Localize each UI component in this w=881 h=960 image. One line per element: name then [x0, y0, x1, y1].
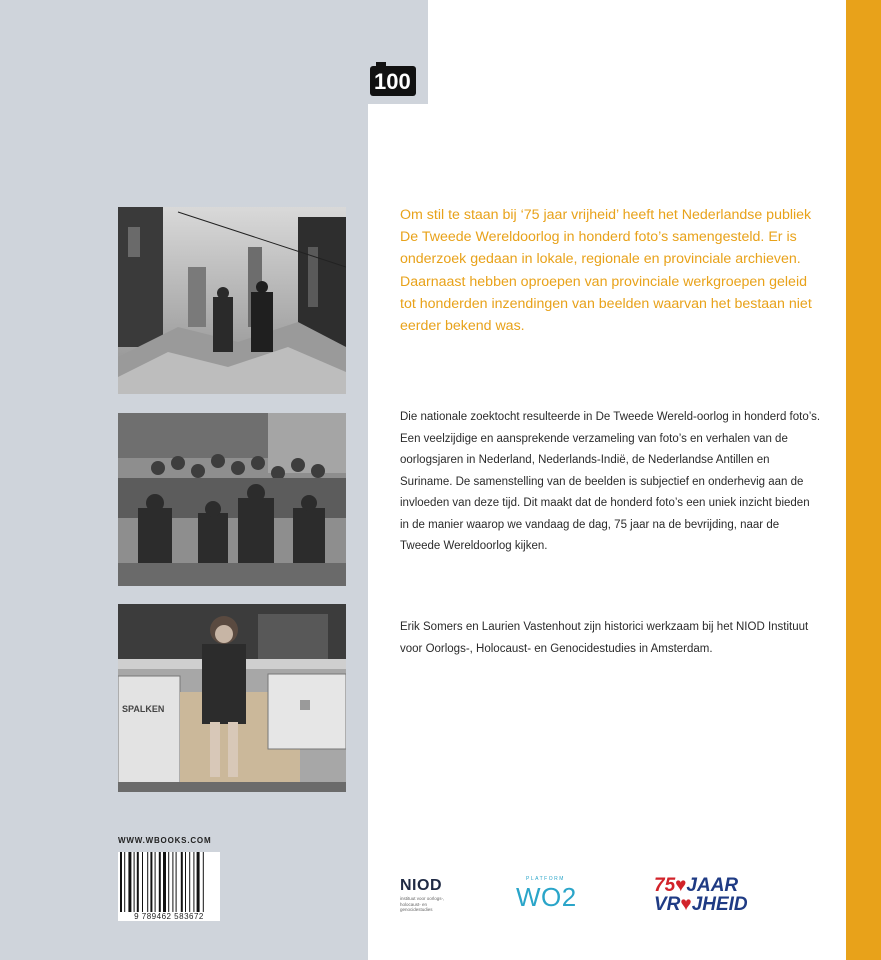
barcode-bar	[159, 852, 161, 912]
description-paragraph: Die nationale zoektocht resulteerde in De Tweede Wereld-oorlog in honderd foto’s. Een veelzijdige en aansprekende verzameling van foto’s en verhalen van de oorlogsjaren in Nederland, Nederlands-Indië, de Nederlandse Antillen en Suriname. De samenstelling van de beelden is subjectief en onderhevig aan de invloeden van deze tijd. Dit maakt dat de honderd foto’s een uniek inzicht bieden in de manier waarop we vandaag de dag, 75 jaar na de bevrijding, naar de Tweede Wereldoorlog kijken.	[400, 411, 821, 552]
75-jaar-vrijheid-logo	[654, 877, 764, 917]
vrijheid-top-line	[654, 877, 764, 895]
vrijheid-number: 75	[654, 875, 676, 896]
camera-icon	[370, 60, 420, 98]
vrijheid-jaar: JAAR	[686, 875, 739, 896]
intro-paragraph: Om stil te staan bij ‘75 jaar vrijheid’ heeft het Nederlandse publiek De Tweede Wereldoorlog in honderd foto’s samengesteld. Er is onderzoek gedaan in lokale, regionale en provinciale archieven. Daarnaast hebben oproepen van provinciale werkgroepen geleid tot honderden inzendingen van beelden waarvan het bestaan niet eerder bekend was.	[400, 207, 812, 335]
barcode-bar	[142, 852, 143, 912]
barcode-bar	[163, 852, 166, 912]
heart-i-icon: ♥	[680, 894, 692, 915]
vrijheid-word-a: VR	[654, 894, 681, 915]
barcode-bar	[193, 852, 194, 912]
series-100-logo	[370, 60, 420, 98]
photo-girl-on-crates	[118, 604, 346, 792]
barcode-bar	[197, 852, 200, 912]
barcode-bar	[181, 852, 183, 912]
photo-soldiers-crowd	[118, 413, 346, 586]
barcode-bar	[147, 852, 148, 912]
wo2-platform-label: PLATFORM	[526, 876, 565, 882]
niod-title: NIOD	[400, 877, 442, 894]
barcode-bar	[120, 852, 122, 912]
barcode-bar	[168, 852, 169, 912]
crate-label: SPALKEN	[122, 704, 165, 714]
niod-subtitle: instituut voor oorlogs-, holocaust- en genocidestudies	[400, 896, 445, 912]
isbn-barcode	[118, 852, 220, 912]
barcode-bar	[155, 852, 156, 912]
vrijheid-word-b: JHEID	[691, 894, 748, 915]
barcode-bar	[189, 852, 190, 912]
barcode-bar	[176, 852, 177, 912]
heart-icon: ♥	[675, 875, 687, 896]
barcode-bar	[172, 852, 173, 912]
barcode-bar	[124, 852, 125, 912]
logo-label: 100	[374, 69, 411, 94]
spine-accent-stripe	[846, 0, 881, 960]
isbn-number: 9 789462 583672	[118, 912, 220, 921]
barcode-bar	[150, 852, 152, 912]
barcode-bar	[203, 852, 204, 912]
niod-logo	[400, 877, 480, 917]
barcode-bar	[137, 852, 139, 912]
publisher-url[interactable]: WWW.WBOOKS.COM	[118, 836, 212, 845]
platform-wo2-logo	[516, 876, 606, 916]
barcode-bar	[185, 852, 186, 912]
vrijheid-bottom-line	[654, 895, 764, 915]
authors-paragraph: Erik Somers en Laurien Vastenhout zijn historici werkzaam bij het NIOD Instituut voor Oorlogs-, Holocaust- en Genocidestudies in Amsterdam.	[400, 621, 809, 655]
barcode-bar	[128, 852, 131, 912]
photo-ruins-street	[118, 207, 346, 394]
wo2-main-label: WO2	[516, 882, 577, 912]
barcode-bar	[134, 852, 135, 912]
